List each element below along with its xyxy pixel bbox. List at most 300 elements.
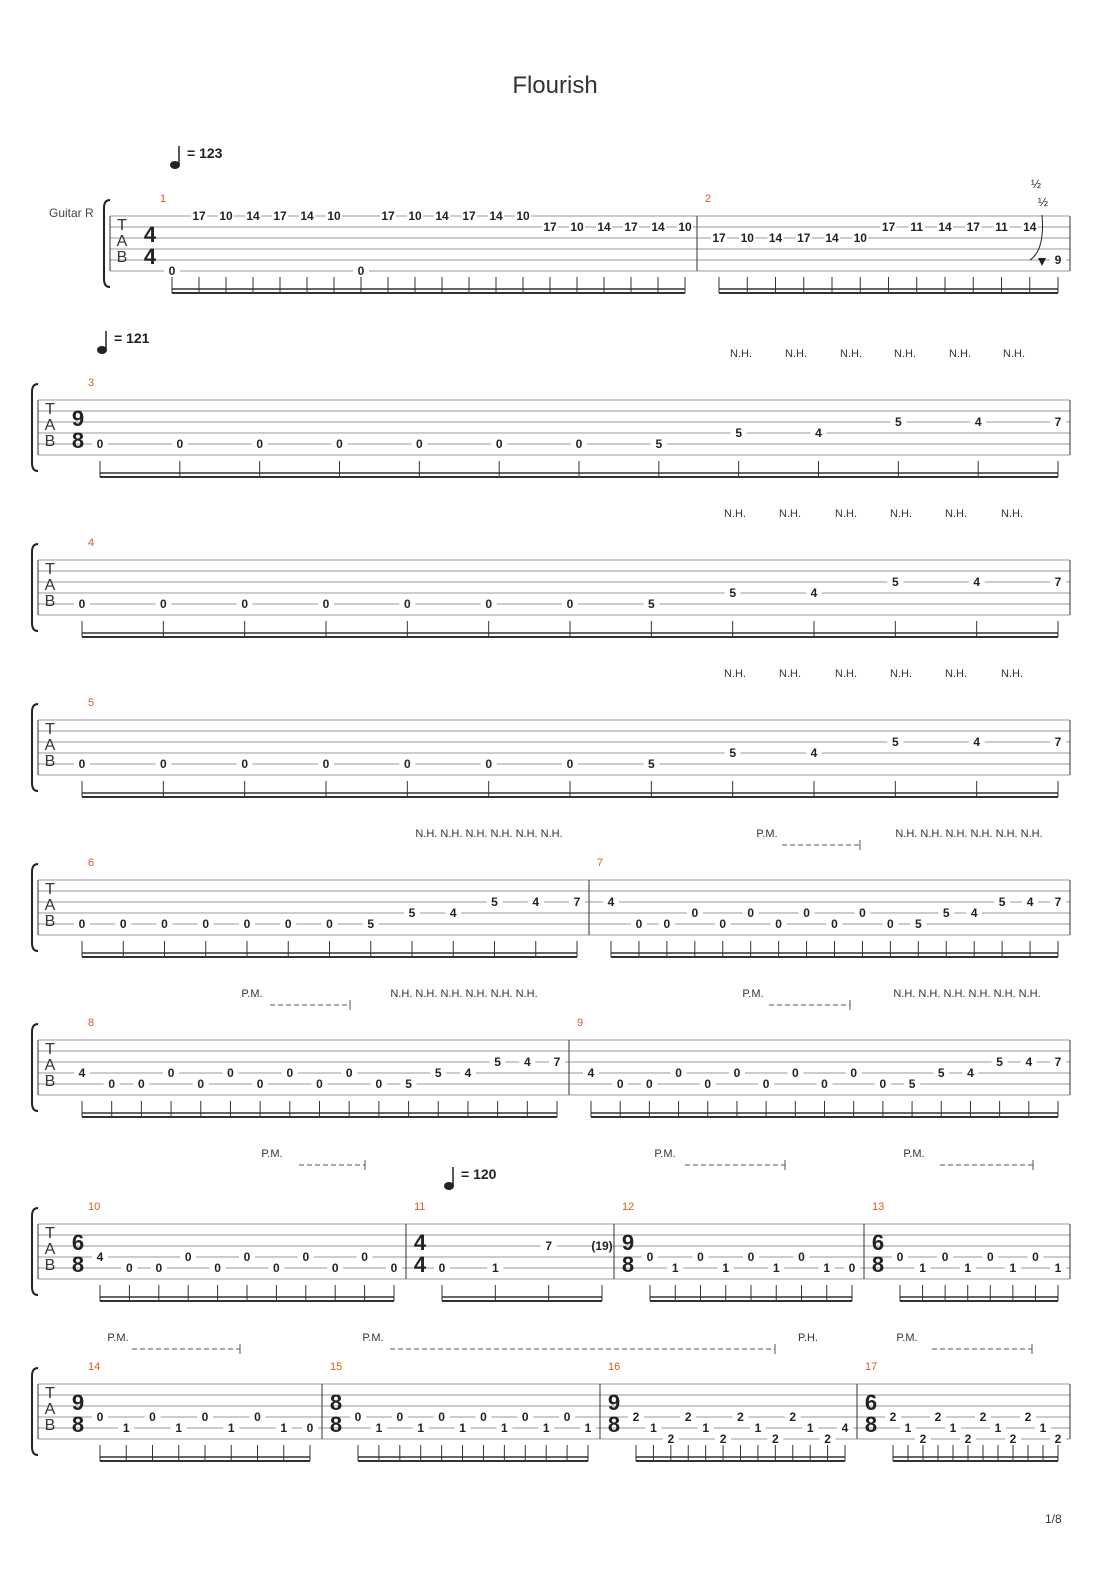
fret-number: 0 (850, 1066, 858, 1080)
fret-number: 1 (671, 1261, 679, 1275)
fret-number: 0 (176, 437, 184, 451)
measure-number: 7 (597, 857, 604, 869)
fret-number: 4 (464, 1066, 472, 1080)
fret-number: 0 (704, 1077, 712, 1091)
fret-number: 4 (587, 1066, 595, 1080)
technique-annotation: P.M. (107, 1332, 129, 1344)
tab-clef-letter: B (44, 433, 56, 450)
bend-amount-label: ½ (1030, 177, 1042, 191)
fret-number: 2 (1024, 1410, 1032, 1424)
bend-amount-label: ½ (1037, 195, 1049, 209)
technique-annotation: P.M. (756, 828, 778, 840)
system-bracket (104, 200, 110, 287)
technique-annotation: P.M. (903, 1148, 925, 1160)
fret-number: 5 (729, 746, 737, 760)
fret-number: 7 (1054, 1055, 1062, 1069)
fret-number: 0 (254, 1410, 261, 1424)
tab-clef-letter: A (44, 1401, 56, 1418)
technique-annotation: P.M. (896, 1332, 918, 1344)
fret-number: 1 (1039, 1421, 1047, 1435)
fret-number: 0 (326, 917, 333, 931)
measure-number: 4 (88, 537, 95, 549)
page-number: 1/8 (1045, 1512, 1062, 1526)
fret-number: 0 (241, 757, 249, 771)
fret-number: 5 (647, 757, 655, 771)
fret-number: 17 (797, 231, 811, 245)
fret-number: 0 (646, 1250, 654, 1264)
fret-number: 0 (848, 1261, 856, 1275)
fret-number: 0 (243, 917, 251, 931)
fret-number: 1 (1054, 1261, 1062, 1275)
fret-number: 14 (651, 220, 665, 234)
tab-clef-letter: B (44, 593, 56, 610)
fret-number: 0 (155, 1261, 163, 1275)
fret-number: 14 (300, 209, 314, 223)
technique-annotation: P.M. (241, 988, 263, 1000)
fret-number: 0 (775, 917, 782, 931)
technique-annotation: N.H. (730, 348, 752, 360)
fret-number: 0 (403, 757, 411, 771)
tab-clef-letter: A (44, 1057, 56, 1074)
fret-number: 1 (949, 1421, 957, 1435)
fret-number: 0 (480, 1410, 487, 1424)
fret-number: 0 (941, 1250, 949, 1264)
technique-annotation: P.M. (362, 1332, 384, 1344)
time-signature-top: 9 (607, 1390, 621, 1415)
fret-number: 0 (635, 917, 643, 931)
fret-number: 7 (553, 1055, 561, 1069)
fret-number: 1 (459, 1421, 466, 1435)
fret-number: 0 (747, 906, 755, 920)
technique-annotation: N.H. (890, 668, 912, 680)
technique-annotation: N.H. (724, 668, 746, 680)
fret-number: 17 (624, 220, 638, 234)
fret-number: 0 (336, 437, 343, 451)
fret-number: 0 (241, 597, 249, 611)
fret-number: 5 (434, 1066, 442, 1080)
system-bracket (32, 544, 38, 631)
fret-number: 5 (908, 1077, 916, 1091)
tab-clef-letter: T (45, 721, 55, 738)
fret-number: 0 (96, 437, 104, 451)
technique-annotation: N.H. N.H. N.H. N.H. N.H. N.H. (893, 988, 1041, 1000)
fret-number: 1 (122, 1421, 130, 1435)
fret-number: 0 (1032, 1250, 1039, 1264)
tempo-marking: = 120 (461, 1166, 497, 1182)
fret-number: 0 (159, 757, 167, 771)
fret-number: 10 (740, 231, 754, 245)
technique-annotation: N.H. N.H. N.H. N.H. N.H. N.H. (895, 828, 1043, 840)
fret-number: 7 (1054, 735, 1062, 749)
fret-number: 9 (1054, 253, 1062, 267)
fret-number: 0 (563, 1410, 571, 1424)
fret-number: 0 (316, 1077, 323, 1091)
fret-number: 17 (192, 209, 206, 223)
fret-number: 5 (647, 597, 655, 611)
tempo-marking: = 123 (187, 145, 223, 161)
fret-number: 14 (435, 209, 449, 223)
bend-arrow-icon (1038, 258, 1046, 266)
fret-number: 1 (280, 1421, 288, 1435)
fret-number: 5 (494, 1055, 501, 1069)
fret-number: 4 (967, 1066, 974, 1080)
fret-number: 2 (889, 1410, 897, 1424)
fret-number: 2 (667, 1432, 675, 1446)
fret-number: 0 (197, 1077, 205, 1091)
fret-number: 11 (995, 220, 1008, 234)
fret-number: 14 (1023, 220, 1037, 234)
fret-number: 0 (201, 1410, 209, 1424)
fret-number: 0 (896, 1250, 904, 1264)
technique-annotation: N.H. (949, 348, 971, 360)
fret-number: 5 (655, 437, 663, 451)
fret-number: 5 (894, 415, 902, 429)
tab-clef-letter: A (116, 233, 128, 250)
fret-number: 2 (964, 1432, 972, 1446)
fret-number: 0 (390, 1261, 398, 1275)
fret-number: 1 (501, 1421, 508, 1435)
fret-number: 0 (78, 757, 86, 771)
time-signature-bottom: 8 (871, 1252, 885, 1277)
fret-number: 0 (306, 1421, 314, 1435)
measure-number: 5 (88, 697, 95, 709)
time-signature-bottom: 8 (621, 1252, 635, 1277)
tab-clef-letter: B (44, 913, 56, 930)
fret-number: 0 (575, 437, 583, 451)
measure-number: 17 (865, 1361, 878, 1373)
fret-number: 10 (408, 209, 422, 223)
technique-annotation: P.H. (798, 1332, 818, 1344)
fret-number: 14 (489, 209, 503, 223)
fret-number: 0 (126, 1261, 133, 1275)
fret-number: 5 (367, 917, 375, 931)
tab-clef-letter: B (44, 1073, 56, 1090)
fret-number: 0 (167, 1066, 175, 1080)
fret-number: 1 (650, 1421, 657, 1435)
fret-number: 0 (396, 1410, 404, 1424)
fret-number: 1 (175, 1421, 183, 1435)
tab-clef-letter: B (44, 1417, 56, 1434)
fret-number: 17 (881, 220, 896, 234)
fret-number: 0 (733, 1066, 741, 1080)
fret-number: 5 (491, 895, 498, 909)
score-title: Flourish (512, 72, 598, 99)
technique-annotation: N.H. (894, 348, 916, 360)
fret-number: 1 (375, 1421, 383, 1435)
fret-number: 0 (119, 917, 127, 931)
fret-number: 1 (823, 1261, 831, 1275)
fret-number: 1 (542, 1421, 550, 1435)
fret-number: 0 (663, 917, 671, 931)
fret-number: 2 (1054, 1432, 1062, 1446)
fret-number: 0 (747, 1250, 755, 1264)
time-signature-top: 4 (413, 1230, 427, 1255)
fret-number: 0 (616, 1077, 624, 1091)
fret-number: 2 (934, 1410, 942, 1424)
fret-number: 0 (357, 264, 365, 278)
time-signature-top: 8 (329, 1390, 343, 1415)
fret-number: 1 (904, 1421, 912, 1435)
fret-number: 0 (675, 1066, 682, 1080)
fret-number: 10 (570, 220, 584, 234)
fret-number: 0 (96, 1410, 104, 1424)
time-signature-bottom: 8 (864, 1412, 878, 1437)
fret-number: 4 (973, 735, 981, 749)
fret-number: 10 (219, 209, 233, 223)
fret-number: 11 (910, 220, 924, 234)
fret-number: 0 (286, 1066, 294, 1080)
time-signature-bottom: 4 (413, 1252, 427, 1277)
fret-number: 2 (979, 1410, 987, 1424)
time-signature-bottom: 4 (143, 244, 157, 269)
fret-number: 0 (78, 917, 86, 931)
fret-number: 17 (712, 231, 726, 245)
fret-number: 0 (803, 906, 810, 920)
fret-number: 4 (810, 586, 818, 600)
time-signature-bottom: 8 (329, 1412, 343, 1437)
fret-number: 1 (491, 1261, 499, 1275)
fret-number: 17 (543, 220, 557, 234)
fret-number: 0 (986, 1250, 994, 1264)
fret-number: 10 (678, 220, 692, 234)
measure-number: 1 (160, 193, 167, 205)
time-signature-top: 9 (621, 1230, 635, 1255)
tab-clef-letter: A (44, 417, 56, 434)
fret-number: 17 (273, 209, 287, 223)
fret-number: 4 (607, 895, 615, 909)
fret-number: 2 (919, 1432, 927, 1446)
measure-number: 10 (88, 1201, 101, 1213)
fret-number: 5 (891, 575, 899, 589)
technique-annotation: N.H. (840, 348, 862, 360)
instrument-label: Guitar R (49, 206, 94, 220)
fret-number: 7 (545, 1239, 553, 1253)
fret-number: 2 (719, 1432, 727, 1446)
fret-number: 4 (523, 1055, 531, 1069)
fret-number: 0 (202, 917, 210, 931)
fret-number: 4 (1026, 895, 1034, 909)
fret-number: 0 (161, 917, 168, 931)
fret-number: 0 (273, 1261, 280, 1275)
fret-number: 0 (322, 757, 330, 771)
system-bracket (32, 704, 38, 791)
fret-number: 0 (485, 757, 493, 771)
system-bracket (32, 1368, 38, 1455)
fret-number: 0 (256, 437, 264, 451)
fret-number: 0 (485, 597, 493, 611)
fret-number: 0 (646, 1077, 653, 1091)
fret-number: 1 (702, 1421, 710, 1435)
time-signature-bottom: 8 (71, 1252, 85, 1277)
fret-number: 5 (937, 1066, 945, 1080)
fret-number: 14 (246, 209, 260, 223)
technique-annotation: N.H. (785, 348, 807, 360)
fret-number: 0 (138, 1077, 145, 1091)
measure-number: 13 (872, 1201, 885, 1213)
fret-number: 0 (78, 597, 86, 611)
fret-number: 10 (853, 231, 867, 245)
technique-annotation: N.H. (1001, 668, 1023, 680)
fret-number: 1 (754, 1421, 762, 1435)
tab-clef-letter: A (44, 1241, 56, 1258)
fret-number: 14 (825, 231, 839, 245)
fret-number: 1 (964, 1261, 972, 1275)
fret-number: 7 (1054, 415, 1062, 429)
fret-number: 14 (938, 220, 952, 234)
fret-number: 7 (573, 895, 581, 909)
fret-number: 0 (415, 437, 423, 451)
tab-clef-letter: B (44, 1257, 56, 1274)
fret-number: 5 (891, 735, 899, 749)
fret-number: 0 (184, 1250, 192, 1264)
technique-annotation: N.H. (835, 668, 857, 680)
technique-annotation: N.H. (1001, 508, 1023, 520)
fret-number: 0 (691, 906, 699, 920)
tab-clef-letter: T (45, 1225, 55, 1242)
technique-annotation: N.H. (779, 508, 801, 520)
fret-number: 5 (729, 586, 737, 600)
fret-number: 2 (632, 1410, 640, 1424)
fret-number: 1 (227, 1421, 235, 1435)
fret-number: 0 (214, 1261, 221, 1275)
fret-number: 0 (887, 917, 894, 931)
fret-number: 0 (149, 1410, 156, 1424)
technique-annotation: N.H. N.H. N.H. N.H. N.H. N.H. (415, 828, 563, 840)
time-signature-bottom: 8 (607, 1412, 621, 1437)
fret-number: 0 (495, 437, 503, 451)
fret-number: 4 (973, 575, 981, 589)
fret-number: 1 (417, 1421, 425, 1435)
fret-number: 4 (974, 415, 982, 429)
fret-number: 0 (168, 264, 176, 278)
fret-number: 7 (1054, 895, 1062, 909)
fret-number: 0 (762, 1077, 770, 1091)
fret-number: 17 (381, 209, 395, 223)
fret-number: 0 (403, 597, 411, 611)
fret-number: 0 (791, 1066, 799, 1080)
time-signature-bottom: 8 (71, 428, 85, 453)
fret-number: 5 (942, 906, 950, 920)
fret-number: 4 (815, 426, 822, 440)
fret-number: 2 (684, 1410, 692, 1424)
tab-clef-letter: T (45, 401, 55, 418)
system-bracket (32, 864, 38, 951)
fret-number: 10 (327, 209, 341, 223)
time-signature-top: 9 (71, 1390, 85, 1415)
fret-number: 4 (1025, 1055, 1033, 1069)
fret-number: 0 (331, 1261, 339, 1275)
fret-number: 0 (159, 597, 167, 611)
fret-number: 1 (1009, 1261, 1017, 1275)
fret-number: 2 (771, 1432, 779, 1446)
fret-number: 0 (798, 1250, 805, 1264)
time-signature-bottom: 8 (71, 1412, 85, 1437)
measure-number: 11 (414, 1201, 426, 1213)
fret-number: 4 (96, 1250, 104, 1264)
fret-number: 0 (879, 1077, 887, 1091)
fret-number: 0 (566, 757, 574, 771)
fret-number: 1 (919, 1261, 926, 1275)
technique-annotation: N.H. (835, 508, 857, 520)
time-signature-top: 9 (71, 406, 85, 431)
measure-number: 15 (330, 1361, 343, 1373)
fret-number: 0 (243, 1250, 251, 1264)
measure-number: 16 (608, 1361, 621, 1373)
fret-number: 0 (438, 1410, 445, 1424)
technique-annotation: N.H. (779, 668, 801, 680)
technique-annotation: P.M. (654, 1148, 676, 1160)
fret-number: 5 (914, 917, 922, 931)
fret-number: 0 (719, 917, 727, 931)
time-signature-top: 6 (71, 1230, 85, 1255)
measure-number: 8 (88, 1017, 95, 1029)
technique-annotation: P.M. (742, 988, 764, 1000)
technique-annotation: N.H. N.H. N.H. N.H. N.H. N.H. (390, 988, 538, 1000)
tempo-marking: = 121 (114, 330, 150, 346)
system-bracket (32, 384, 38, 471)
fret-number: 0 (354, 1410, 362, 1424)
tab-clef-letter: T (45, 1385, 55, 1402)
time-signature-top: 6 (871, 1230, 885, 1255)
fret-number: 5 (735, 426, 743, 440)
technique-annotation: N.H. (724, 508, 746, 520)
measure-number: 9 (577, 1017, 584, 1029)
fret-number: 4 (78, 1066, 86, 1080)
fret-number: 0 (375, 1077, 383, 1091)
fret-number: 0 (521, 1410, 529, 1424)
fret-number: 0 (821, 1077, 828, 1091)
system-bracket (32, 1208, 38, 1295)
tab-clef-letter: T (117, 217, 127, 234)
tab-clef-letter: A (44, 737, 56, 754)
tab-clef-letter: A (44, 897, 56, 914)
fret-number: 7 (1054, 575, 1062, 589)
time-signature-top: 6 (864, 1390, 878, 1415)
measure-number: 14 (88, 1361, 101, 1373)
fret-number: 5 (996, 1055, 1003, 1069)
fret-number: 0 (227, 1066, 234, 1080)
technique-annotation: N.H. (945, 508, 967, 520)
fret-number: 1 (806, 1421, 814, 1435)
fret-number: 0 (566, 597, 574, 611)
tab-clef-letter: T (45, 881, 55, 898)
fret-number: 1 (994, 1421, 1002, 1435)
fret-number: 0 (438, 1261, 446, 1275)
tab-clef-letter: T (45, 1041, 55, 1058)
fret-number: 0 (859, 906, 866, 920)
fret-number: 1 (772, 1261, 780, 1275)
fret-number: 4 (810, 746, 818, 760)
technique-annotation: N.H. (945, 668, 967, 680)
fret-number: 5 (998, 895, 1006, 909)
tab-clef-letter: T (45, 561, 55, 578)
fret-number: 2 (789, 1410, 797, 1424)
technique-annotation: P.M. (261, 1148, 283, 1160)
fret-number: 0 (345, 1066, 353, 1080)
fret-number: 0 (322, 597, 330, 611)
measure-number: 3 (88, 377, 95, 389)
fret-number: 1 (584, 1421, 592, 1435)
fret-number: 0 (361, 1250, 368, 1264)
fret-number: 0 (697, 1250, 704, 1264)
technique-annotation: N.H. (1003, 348, 1025, 360)
fret-number: 17 (462, 209, 476, 223)
fret-number: 0 (302, 1250, 310, 1264)
fret-number: 2 (824, 1432, 831, 1446)
measure-number: 6 (88, 857, 95, 869)
fret-number: 4 (970, 906, 978, 920)
time-signature-top: 4 (143, 222, 157, 247)
